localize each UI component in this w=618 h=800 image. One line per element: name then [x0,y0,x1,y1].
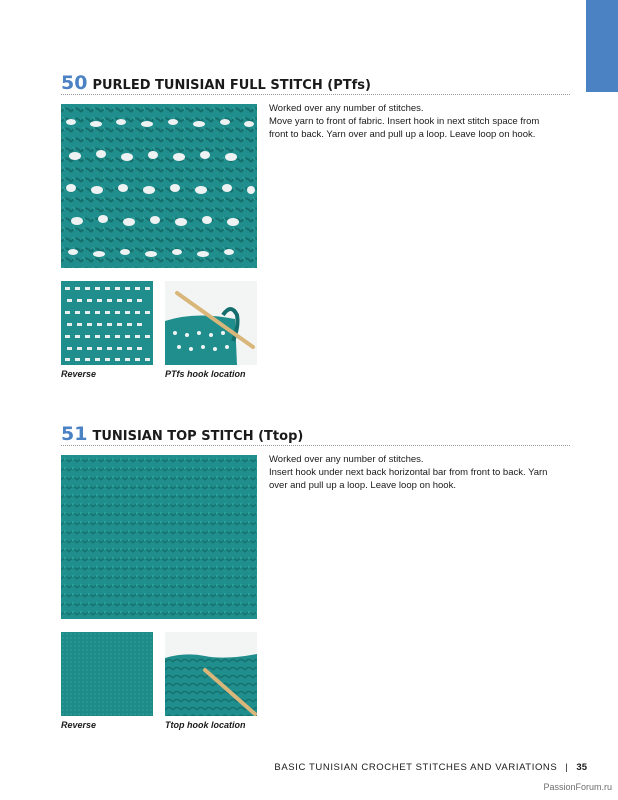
section-50-description [269,102,559,141]
description-line: Insert hook under next back horizontal bar from front to back. Yarn over and pull up a loop. Leave loop on hook. [269,467,548,491]
section-number: 50 [61,72,88,94]
ptfs-hook-location-photo [165,281,257,365]
section-divider [61,94,570,95]
hook-location-caption: PTfs hook location [165,369,246,379]
section-number: 51 [61,423,88,445]
reverse-caption: Reverse [61,720,97,730]
section-title: PURLED TUNISIAN FULL STITCH (PTfs) [92,78,371,93]
chapter-title: BASIC TUNISIAN CROCHET STITCHES AND VARIATIONS [274,762,558,773]
section-divider [61,445,570,446]
ttop-reverse-photo [61,632,153,716]
reverse-caption: Reverse [61,369,97,379]
footer-separator: | [565,762,569,773]
ptfs-swatch-photo [61,104,257,268]
description-line: Worked over any number of stitches. [269,454,424,465]
page-footer [274,762,587,773]
hook-location-caption: Ttop hook location [165,720,246,730]
section-51-heading [61,423,303,445]
ttop-hook-location-photo [165,632,257,716]
section-50-heading [61,72,371,94]
description-line: Move yarn to front of fabric. Insert hook in next stitch space from front to back. Yarn over and pull up a loop. Leave loop on hook. [269,116,540,140]
ptfs-reverse-photo [61,281,153,365]
description-line: Worked over any number of stitches. [269,103,424,114]
section-title: TUNISIAN TOP STITCH (Ttop) [92,429,304,444]
watermark: PassionForum.ru [543,782,612,792]
ttop-swatch-photo [61,455,257,619]
page-number: 35 [576,762,587,773]
section-51-description [269,453,559,492]
chapter-tab [586,0,618,92]
